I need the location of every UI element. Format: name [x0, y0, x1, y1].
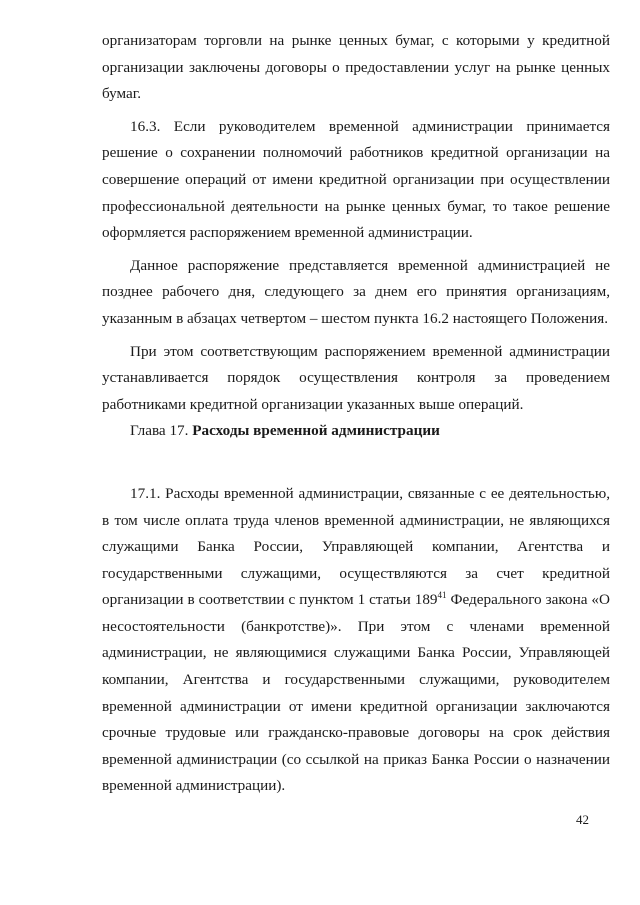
paragraph-17-1 — [102, 481, 610, 800]
chapter-title: Расходы временной администрации — [192, 422, 440, 440]
page-number: 42 — [576, 812, 589, 827]
paragraph-control: При этом соответствующим распоряжением временной администрации устанавливается порядок осуществления контроля за проведением работниками кредитной организации указанных выше операций. — [102, 342, 610, 413]
paragraph-continuation: организаторам торговли на рынке ценных бумаг, с которыми у кредитной организации заключены договоры о предоставлении услуг на рынке ценных бумаг. — [102, 32, 610, 103]
paragraph-16-3: 16.3. Если руководителем временной администрации принимается решение о сохранении полномочий работников кредитной организации на совершение операций от имени кредитной организации при осуществлении профессиональной деятельности на рынке ценных бумаг, то такое решение оформляется распоряжением временной администрации. — [102, 117, 610, 242]
paragraph-17-1-part-b: Федерального закона «О несостоятельности (банкротстве)». При этом с членами временной администрации, не являющимися служащими Банка России, Управляющей компании, Агентства и государственными служащими, руководителем временной администрации от имени кредитной организации заключаются срочные трудовые или гражданско-правовые договоры на срок действия временной администрации (со ссылкой на приказ Банка России о назначении временной администрации). — [102, 591, 610, 795]
document-page — [102, 28, 610, 800]
article-superscript: 41 — [437, 590, 447, 601]
chapter-prefix: Глава 17. — [130, 422, 189, 440]
paragraph-17-1-part-a: 17.1. Расходы временной администрации, связанные с ее деятельностью, в том числе оплата труда членов временной администрации, не являющихся служащими Банка России, Управляющей компании, Агентства и государственными служащими, осуществляются за счет кредитной организации в соответствии с пунктом 1 статьи 189 — [102, 484, 610, 609]
chapter-heading — [102, 418, 610, 445]
paragraph-order: Данное распоряжение представляется временной администрацией не позднее рабочего дня, следующего за днем его принятия организациям, указанным в абзацах четвертом – шестом пункта 16.2 настоящего Положения. — [102, 256, 610, 327]
